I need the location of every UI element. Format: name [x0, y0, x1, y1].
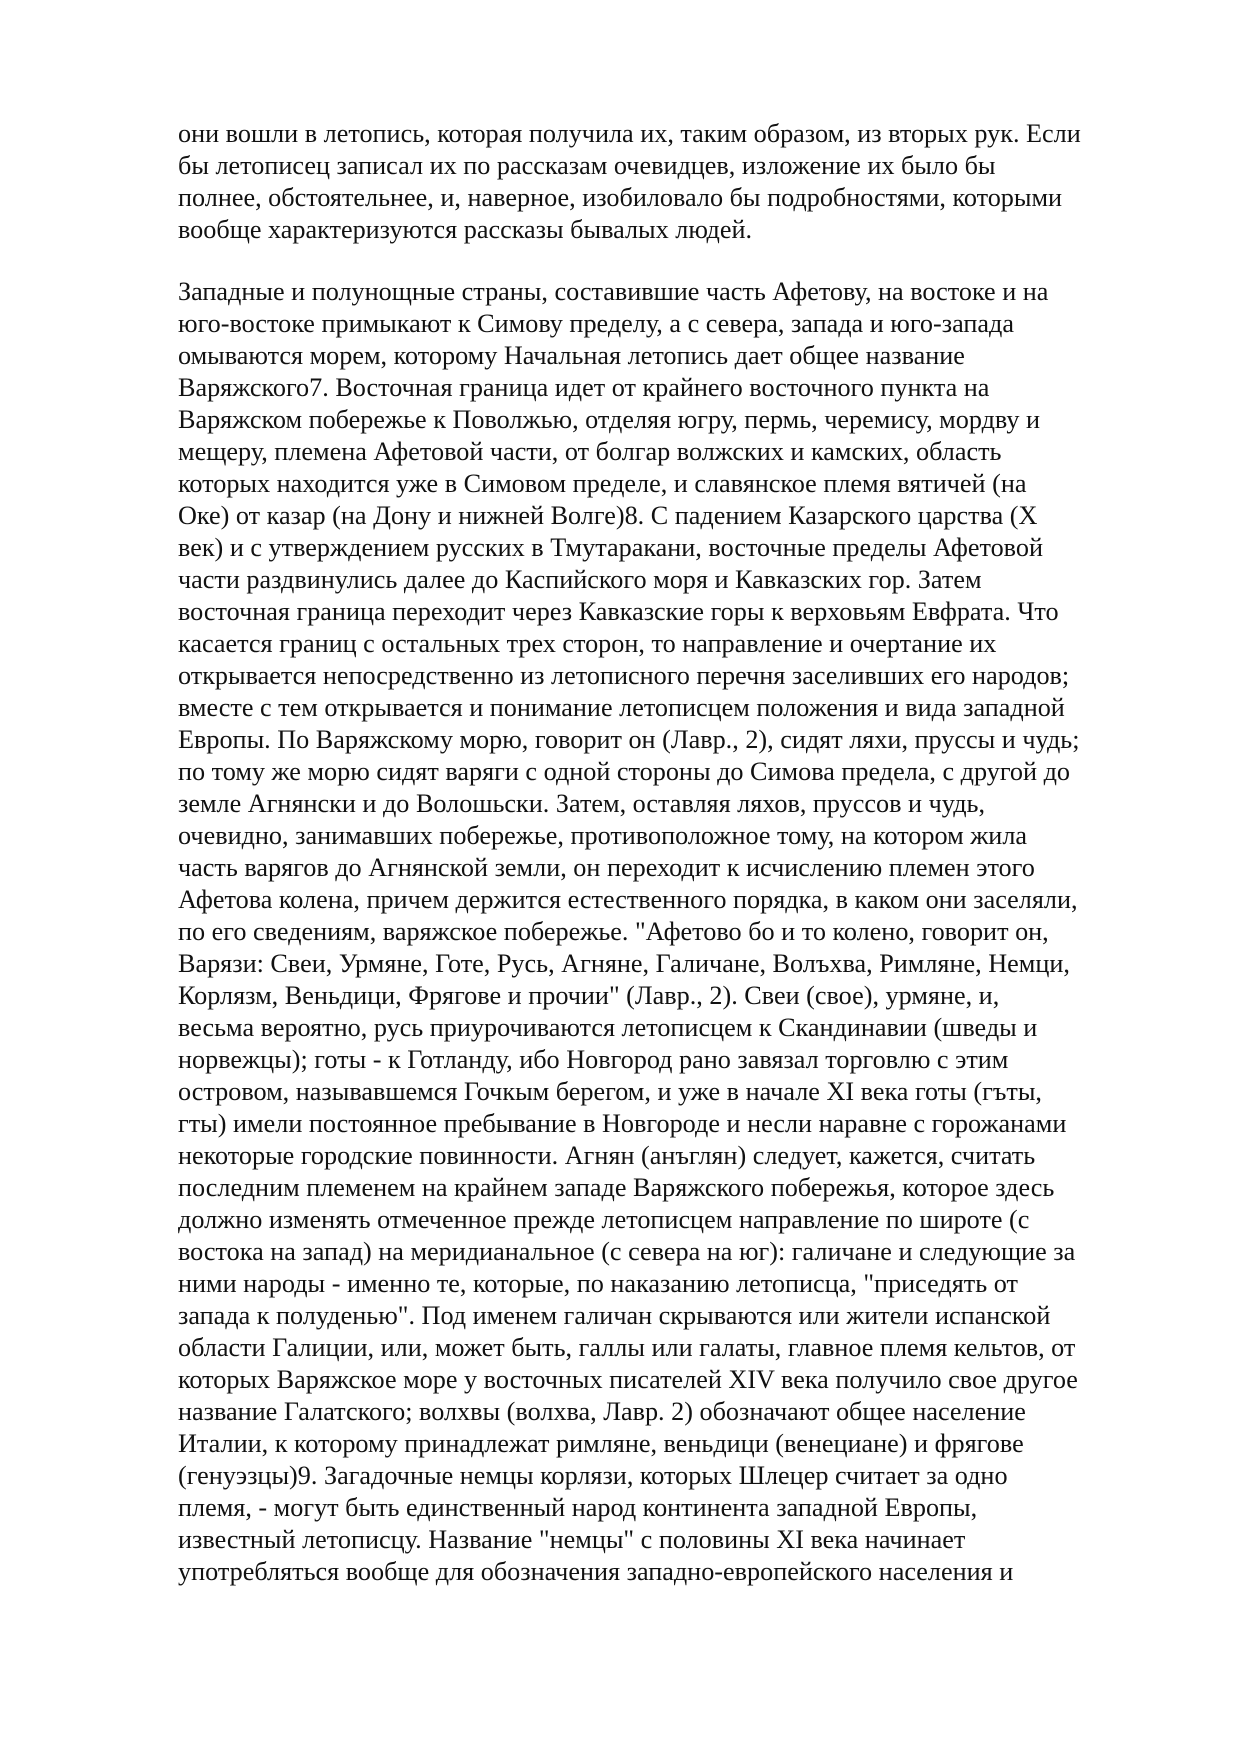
text-line: восточная граница переходит через Кавказские горы к верховьям Евфрата. Что — [178, 597, 1059, 626]
text-line: Корлязм, Веньдици, Фрягове и прочии" (Лавр., 2). Свеи (свое), урмяне, и, — [178, 981, 1000, 1010]
paragraph-1 — [178, 118, 1178, 246]
text-line: норвежцы); готы - к Готланду, ибо Новгород рано завязал торговлю с этим — [178, 1045, 1009, 1074]
text-line: Афетова колена, причем держится естественного порядка, в каком они заселяли, — [178, 885, 1078, 914]
text-line: по тому же морю сидят варяги с одной стороны до Симова предела, с другой до — [178, 757, 1071, 786]
text-line: которых Варяжское море у восточных писателей XIV века получило свое другое — [178, 1365, 1078, 1394]
text-line: по его сведениям, варяжское побережье. "Афетово бо и то колено, говорит он, — [178, 917, 1049, 946]
text-line: части раздвинулись далее до Каспийского моря и Кавказских гор. Затем — [178, 565, 982, 594]
text-line: они вошли в летопись, которая получила их, таким образом, из вторых рук. Если — [178, 119, 1081, 148]
text-line: омываются морем, которому Начальная летопись дает общее название — [178, 341, 965, 370]
body-text — [178, 118, 1178, 1588]
text-line: запада к полуденью". Под именем галичан скрываются или жители испанской — [178, 1301, 1051, 1330]
text-line: полнее, обстоятельнее, и, наверное, изобиловало бы подробностями, которыми — [178, 183, 1063, 212]
text-line: употребляться вообще для обозначения западно-европейского населения и — [178, 1557, 1014, 1586]
text-line: которых находится уже в Симовом пределе, и славянское племя вятичей (на — [178, 469, 1027, 498]
paragraph-2 — [178, 276, 1178, 1588]
text-line: востока на запад) на меридианальное (с севера на юг): галичане и следующие за — [178, 1237, 1076, 1266]
text-line: название Галатского; волхвы (волхва, Лавр. 2) обозначают общее население — [178, 1397, 1026, 1426]
text-line: островом, называвшемся Гочкым берегом, и уже в начале XI века готы (гъты, — [178, 1077, 1042, 1106]
text-line: Варязи: Свеи, Урмяне, Готе, Русь, Агняне, Галичане, Волъхва, Римляне, Немци, — [178, 949, 1070, 978]
text-line: бы летописец записал их по рассказам очевидцев, изложение их было бы — [178, 151, 996, 180]
text-line: очевидно, занимавших побережье, противоположное тому, на котором жила — [178, 821, 1028, 850]
text-line: известный летописцу. Название "немцы" с половины XI века начинает — [178, 1525, 966, 1554]
text-line: открывается непосредственно из летописного перечня заселивших его народов; — [178, 661, 1070, 690]
text-line: Европы. По Варяжскому морю, говорит он (Лавр., 2), сидят ляхи, пруссы и чудь; — [178, 725, 1080, 754]
text-line: Оке) от казар (на Дону и нижней Волге)8. С падением Казарского царства (X — [178, 501, 1038, 530]
text-line: весьма вероятно, русь приурочиваются летописцем к Скандинавии (шведы и — [178, 1013, 1038, 1042]
text-line: Западные и полунощные страны, составившие часть Афетову, на востоке и на — [178, 277, 1049, 306]
text-line: часть варягов до Агнянской земли, он переходит к исчислению племен этого — [178, 853, 1035, 882]
text-line: области Галиции, или, может быть, галлы или галаты, главное племя кельтов, от — [178, 1333, 1076, 1362]
text-line: Варяжского7. Восточная граница идет от крайнего восточного пункта на — [178, 373, 990, 402]
text-line: Италии, к которому принадлежат римляне, веньдици (венециане) и фрягове — [178, 1429, 1024, 1458]
text-line: земле Агнянски и до Волошьски. Затем, оставляя ляхов, пруссов и чудь, — [178, 789, 986, 818]
text-line: некоторые городские повинности. Агнян (анъглян) следует, кажется, считать — [178, 1141, 1036, 1170]
text-line: племя, - могут быть единственный народ континента западной Европы, — [178, 1493, 978, 1522]
text-line: (генуэзцы)9. Загадочные немцы корлязи, которых Шлецер считает за одно — [178, 1461, 1008, 1490]
text-line: должно изменять отмеченное прежде летописцем направление по широте (с — [178, 1205, 1030, 1234]
text-line: Варяжском побережье к Поволжью, отделяя югру, пермь, черемису, мордву и — [178, 405, 1041, 434]
text-line: век) и с утверждением русских в Тмутаракани, восточные пределы Афетовой — [178, 533, 1043, 562]
text-line: вообще характеризуются рассказы бывалых людей. — [178, 215, 753, 244]
text-line: ними народы - именно те, которые, по наказанию летописца, "приседять от — [178, 1269, 1018, 1298]
text-line: вместе с тем открывается и понимание летописцем положения и вида западной — [178, 693, 1065, 722]
text-line: гты) имели постоянное пребывание в Новгороде и несли наравне с горожанами — [178, 1109, 1067, 1138]
text-line: мещеру, племена Афетовой части, от болгар волжских и камских, область — [178, 437, 1002, 466]
text-line: юго-востоке примыкают к Симову пределу, а с севера, запада и юго-запада — [178, 309, 1014, 338]
text-line: касается границ с остальных трех сторон, то направление и очертание их — [178, 629, 997, 658]
text-line: последним племенем на крайнем западе Варяжского побережья, которое здесь — [178, 1173, 1055, 1202]
